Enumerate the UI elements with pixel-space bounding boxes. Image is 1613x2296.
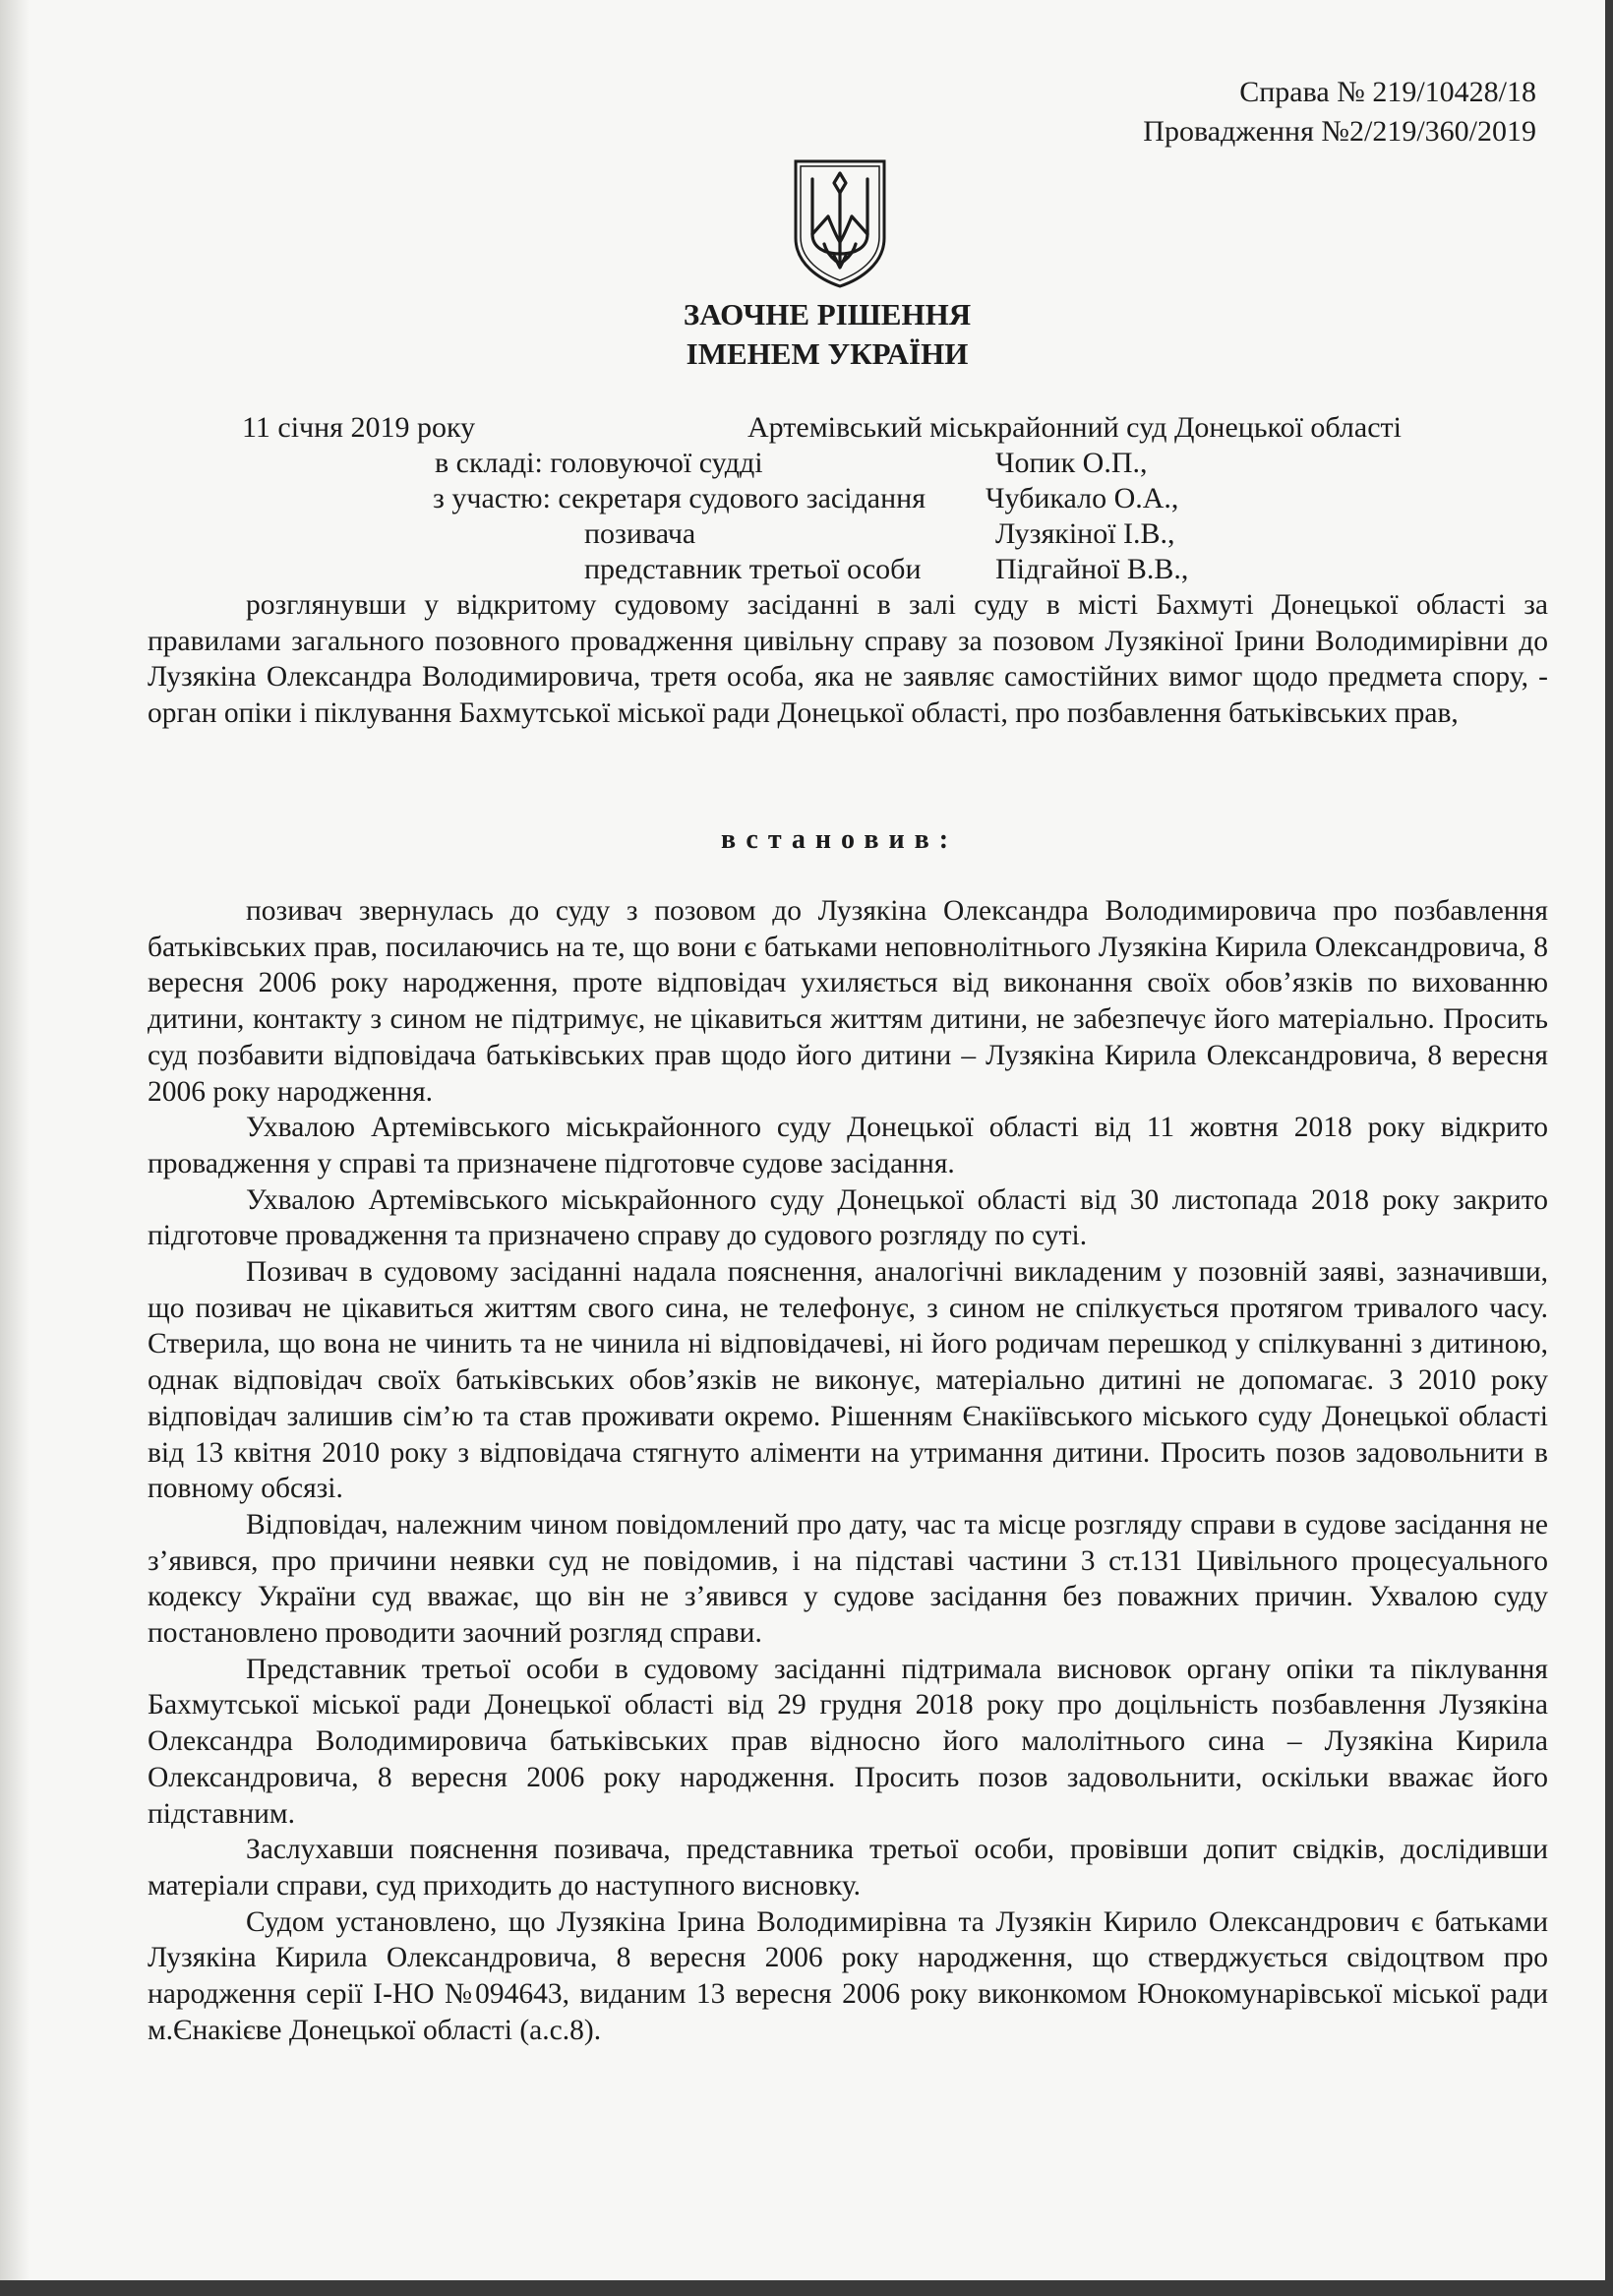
court-name: Артемівський міськрайонний суд Донецької області: [747, 411, 1402, 444]
paragraph: Відповідач, належним чином повідомлений про дату, час та місце розгляду справи в судове засідання не з’явився, про причини неявки суд не повідомив, і на підставі частини 3 ст.131 Цивільного процесуального кодексу України суд вважає, що він не з’явився у судове засідання без поважних причин. Ухвалою суду постановлено проводити заочний розгляд справи.: [148, 1508, 1548, 1650]
paragraph: Ухвалою Артемівського міськрайонного суду Донецької області від 11 жовтня 2018 року відкрито провадження у справі та призначене підготовче судове засідання.: [148, 1112, 1548, 1179]
intro-text: розглянувши у відкритому судовому засіданні в залі суду в місті Бахмуті Донецької області за правилами загального позовного провадження цивільну справу за позовом Лузякіної Ірини Володимирівни до Лузякіна Олександра Володимировича, третя особа, яка не заявляє самостійних вимог щодо предмета спору, - орган опіки і піклування Бахмутської міської ради Донецької області, про позбавлення батьківських прав,: [148, 589, 1548, 730]
section-heading: встановив:: [720, 824, 959, 855]
composition-label: в складі: головуючої судді: [435, 447, 763, 479]
plaintiff-label: позивача: [584, 517, 696, 550]
title-line-1: ЗАОЧНЕ РІШЕННЯ: [683, 297, 972, 332]
participation-label: з участю: секретаря судового засідання: [433, 482, 926, 514]
intro-paragraph: [148, 587, 1548, 732]
title-line-2: ІМЕНЕМ УКРАЇНИ: [686, 336, 969, 371]
proceeding-number: Провадження №2/219/360/2019: [1143, 115, 1536, 148]
main-text: [148, 893, 1548, 2049]
judge-name: Чопик О.П.,: [995, 447, 1148, 479]
paragraph: Заслухавши пояснення позивача, представника третьої особи, провівши допит свідків, дослідивши матеріали справи, суд приходить до наступного висновку.: [148, 1834, 1548, 1902]
case-reference: [1143, 73, 1536, 151]
plaintiff-name: Лузякіної І.В.,: [995, 517, 1175, 550]
paragraph: Представник третьої особи в судовому засіданні підтримала висновок органу опіки та піклування Бахмутської міської ради Донецької області від 29 грудня 2018 року про доцільність позбавлення Лузякіна Олександра Володимировича батьківських прав відносно його малолітнього сина – Лузякіна Кирила Олександровича, 8 вересня 2006 року народження. Просить позов задовольнити, оскільки вважає його підставним.: [148, 1653, 1548, 1830]
paragraph: позивач звернулась до суду з позовом до Лузякіна Олександра Володимировича про позбавлення батьківських прав, посилаючись на те, що вони є батьками неповнолітнього Лузякіна Кирила Олександровича, 8 вересня 2006 року народження, проте відповідач ухиляється від виконання своїх обов’язків по вихованню дитини, контакту з сином не підтримує, не цікавиться життям дитини, не забезпечує його матеріально. Просить суд позбавити відповідача батьківських прав щодо його дитини – Лузякіна Кирила Олександровича, 8 вересня 2006 року народження.: [148, 895, 1548, 1108]
case-number: Справа № 219/10428/18: [1239, 76, 1536, 108]
paragraph: Судом установлено, що Лузякіна Ірина Володимирівна та Лузякін Кирило Олександрович є батьками Лузякіна Кирила Олександровича, 8 вересня 2006 року народження, що стверджується свідоцтвом про народження серії І-НО №094643, виданим 13 вересня 2006 року виконкомом Юнокомунарівської міської ради м.Єнакієве Донецької області (а.с.8).: [148, 1905, 1548, 2046]
third-party-label: представник третьої особи: [584, 553, 922, 585]
paragraph: Ухвалою Артемівського міськрайонного суду Донецької області від 30 листопада 2018 року закрито підготовче провадження та призначено справу до судового розгляду по суті.: [148, 1183, 1548, 1252]
paragraph: Позивач в судовому засіданні надала пояснення, аналогічні викладеним у позовній заяві, зазначивши, що позивач не цікавиться життям свого сина, не телефонує, з сином не спілкується протягом тривалого часу. Стверила, що вона не чинить та не чинила ні відповідачеві, ні його родичам перешкод у спілкуванні з дитиною, однак відповідач своїх батьківських обов’язків не виконує, матеріально дитині не допомагає. З 2010 року відповідач залишив сім’ю та став проживати окремо. Рішенням Єнакіївського міського суду Донецької області від 13 квітня 2010 року з відповідача стягнуто аліменти на утримання дитини. Просить позов задовольнити в повному обсязі.: [148, 1256, 1548, 1505]
secretary-name: Чубикало О.А.,: [986, 482, 1179, 514]
tryzub-coat-of-arms-icon: [792, 157, 888, 289]
document-title: [0, 295, 1605, 374]
third-party-name: Підгайної В.В.,: [995, 553, 1189, 585]
decision-date: 11 січня 2019 року: [242, 411, 476, 444]
